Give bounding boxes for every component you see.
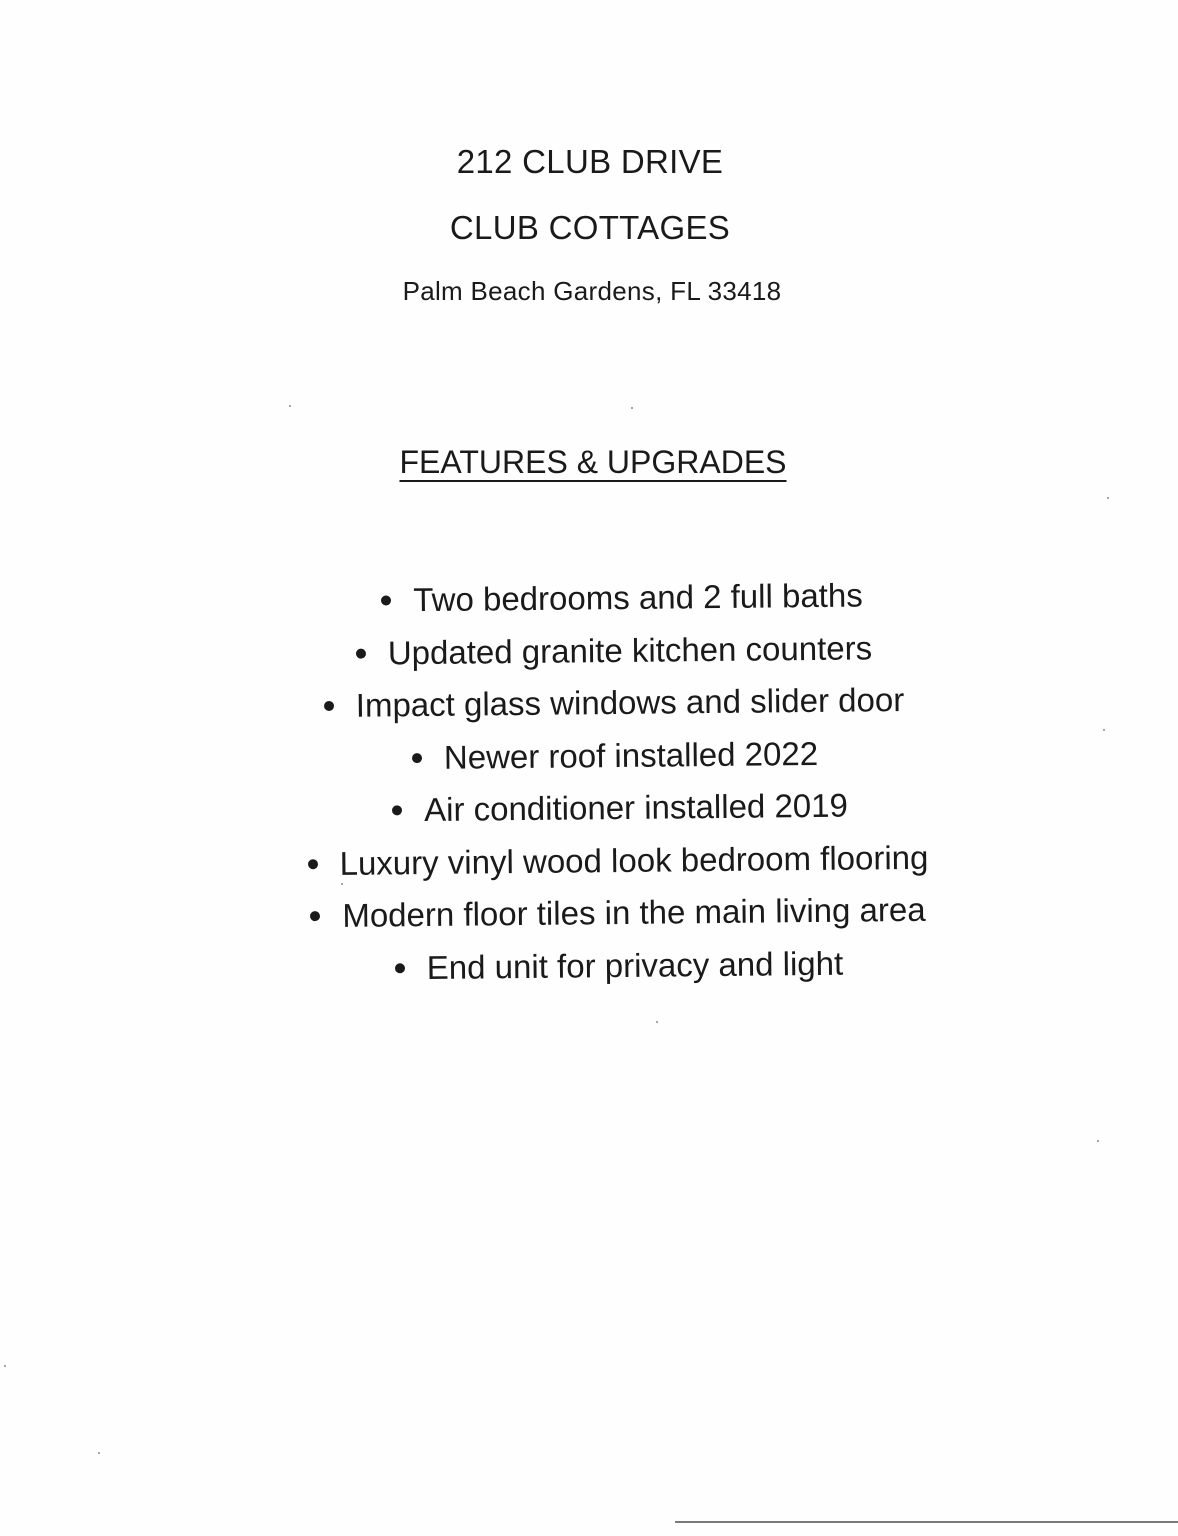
scan-speck (4, 1365, 6, 1367)
feature-text: End unit for privacy and light (426, 944, 844, 986)
feature-text: Newer roof installed 2022 (443, 734, 819, 776)
bullet-icon (324, 701, 334, 711)
feature-text: Modern floor tiles in the main living area (342, 890, 926, 934)
bullet-icon (381, 596, 391, 606)
city-state-zip: Palm Beach Gardens, FL 33418 (402, 276, 782, 306)
scan-edge-line (675, 1521, 1178, 1523)
bullet-icon (392, 806, 402, 816)
scan-speck (1103, 729, 1105, 731)
feature-text: Impact glass windows and slider door (355, 680, 905, 724)
scan-speck (98, 1452, 100, 1454)
scan-speck (1097, 1140, 1099, 1142)
bullet-icon (412, 753, 422, 763)
scan-speck (631, 407, 633, 409)
scan-speck (656, 1021, 658, 1023)
bullet-icon (356, 648, 366, 658)
bullet-icon (310, 911, 320, 921)
bullet-icon (308, 859, 318, 869)
property-address: 212 CLUB DRIVE (456, 143, 724, 180)
features-list (0, 572, 1178, 992)
section-title (4, 444, 1178, 481)
section-title-text: FEATURES & UPGRADES (399, 444, 787, 480)
scan-speck (289, 405, 291, 407)
feature-text: Two bedrooms and 2 full baths (413, 576, 863, 619)
community-name: CLUB COTTAGES (449, 209, 731, 246)
scan-speck (341, 883, 343, 885)
feature-text: Air conditioner installed 2019 (423, 786, 849, 829)
feature-text: Updated granite kitchen counters (387, 628, 873, 671)
scan-speck (1107, 497, 1109, 499)
feature-text: Luxury vinyl wood look bedroom flooring (339, 838, 929, 882)
bullet-icon (395, 963, 405, 973)
